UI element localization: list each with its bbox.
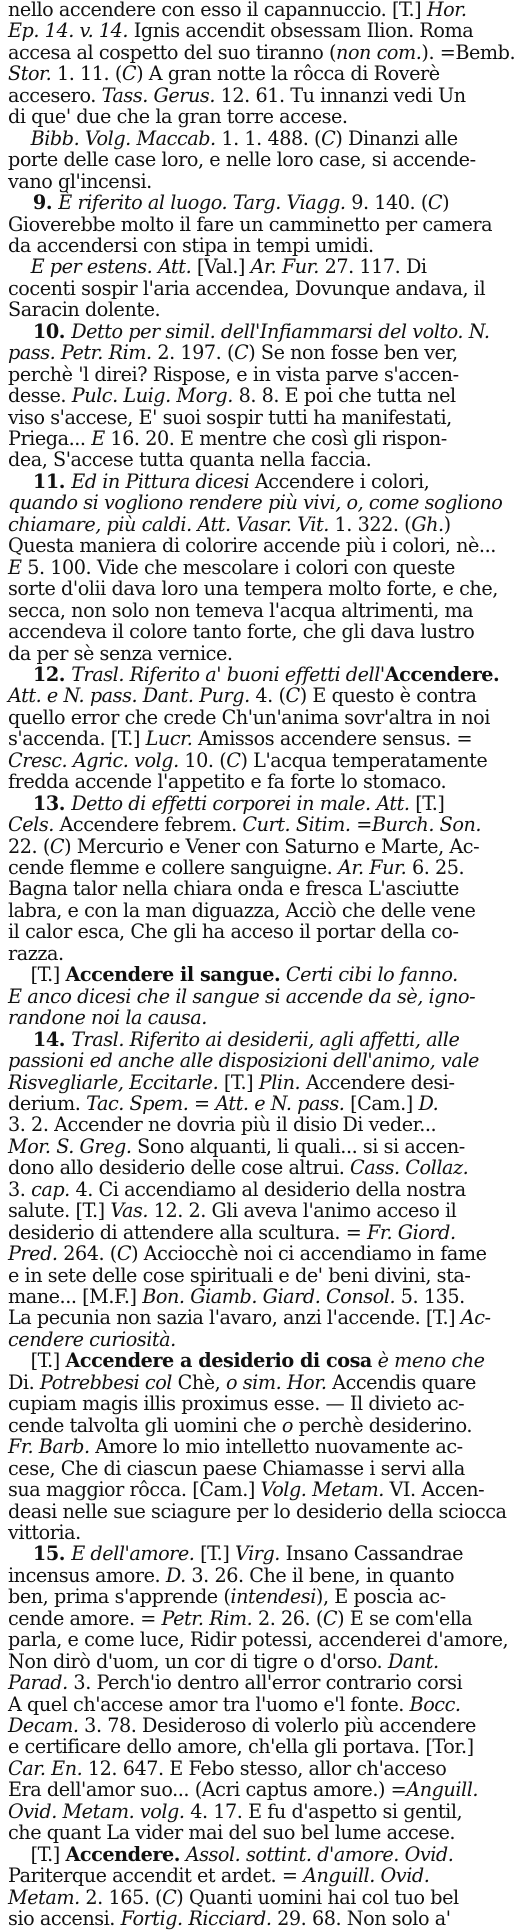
text-run: derium. [8,1091,87,1115]
italic-run: Mor. S. Greg. [8,1134,132,1158]
text-run: Saracin dolente. [8,298,161,322]
text-run: cende amore. = [8,1606,162,1630]
italic-run: Hor. [426,0,467,21]
text-run: 2. 197. ( [151,341,234,365]
text-run: Amissos accendere sensus. = [192,727,473,751]
italic-run: Anguill. [406,1778,479,1802]
italic-run: Ar. Fur. [250,255,319,279]
text-run: 12. 647. E Febo stesso, allor ch'acceso [82,1756,447,1780]
text-run: Sono alquanti, li quali... si si accen- [131,1134,465,1158]
bold-run: 15. [8,1542,72,1566]
italic-run: Ed in Pittura dicesi [71,469,250,493]
italic-run: C [121,62,137,86]
italic-run: C [162,1885,177,1909]
text-run: ) Mercurio e Vener con Saturno e Marte, Ac- [64,834,480,858]
bold-run: Accendere a desiderio di cosa [65,1349,372,1373]
text-run: ) L'acqua temperatamente [240,748,488,772]
text-run: desiderio di attendere alla scultura. = [8,1220,367,1244]
italic-run: Petr. Rim. [161,1606,253,1630]
text-run: accendeva il colore tanto forte, che gli dava lustro [8,620,475,644]
italic-run: Detto per simil. dell'Infiammarsi del volto. N. [71,319,490,343]
text-run: Accendere febrem. [53,813,243,837]
italic-run: E per estens. Att. [8,255,192,279]
text-run: A quel ch'accese amor tra l'uomo e'l fonte. [8,1692,410,1716]
text-run: Insano Cassandrae [279,1542,464,1566]
bold-run: Accendere. [65,1842,181,1866]
text-run: desse. [8,384,72,408]
text-run: accesero. [8,83,102,107]
text-run: fredda accende l'appetito e fa forte lo stomaco. [8,770,447,794]
text-run: s'accenda. [T.] [8,727,146,751]
text-run: 4. 17. E fu d'aspetto si gentil, [184,1799,463,1823]
text-run: [Val.] [191,255,251,279]
italic-run: Att. e N. pass. [215,1091,345,1115]
text-run: Di. [8,1370,40,1394]
text-run: e in sete delle cose spirituali e de' beni divini, sta- [8,1263,471,1287]
text-run: 4. ( [249,684,286,708]
text-run: da per sè senza vernice. [8,641,233,665]
text-run: il calor esca, Che gli ha acceso il portar della co- [8,920,459,944]
italic-run: C [285,684,300,708]
italic-run: Assol. sottint. d'amore. Ovid. [180,1842,454,1866]
text-run: Ignis accendit obsessam Ilion. Roma [128,19,474,43]
text-run: ) [443,512,451,536]
italic-run: Bon. Giamb. Giard. Consol. [142,1285,396,1308]
text-run: ) A gran notte la rôcca di Roverè [136,62,440,86]
text-run: ) E se com'ella [337,1606,473,1630]
text-run: viso s'accese, E' suoi sospir tutti ha manifestati, [8,405,452,429]
text-run: sorte d'olii dava loro una tempera molto forte, e che, [8,577,498,601]
italic-run: Metam. [8,1885,80,1909]
italic-run: quando si vogliono rendere più vivi, o, come sogliono [8,491,503,515]
italic-run: pass. Petr. Rim. [8,341,152,365]
text-run: 9. 140. ( [345,191,428,215]
bold-run: 9. [8,191,59,215]
text-run: Accendis quare [326,1370,476,1394]
text-run: La pecunia non sazia l'avaro, anzi l'accende. [T.] [8,1306,461,1330]
italic-run: E [8,555,22,579]
italic-run: Ac- [460,1306,491,1330]
italic-run: Cresc. Agric. volg. [8,748,179,772]
text-run: deasi nelle sue sciagure per lo desiderio della sciocca [8,1499,507,1523]
text-run: di que' due che la gran torre accese. [8,105,348,129]
text-run: salute. [T.] [8,1199,111,1223]
text-run: incensus amore. [8,1563,166,1587]
italic-run: Fr. Barb. [8,1435,90,1459]
text-run: 3. [8,1177,32,1201]
text-run: Questa maniera di colorire accende più i colori, nè... [8,534,496,558]
italic-run: C [49,834,65,858]
text-run: ). =Bemb. [421,40,515,64]
italic-run: Virg. [235,1542,280,1566]
italic-run: È riferito al luogo. Targ. Viagg. [58,191,346,215]
text-run: ) Quanti uomini hai col tuo bel [176,1885,459,1909]
text-run: e certificare dello amore, ch'ella gli portava. [Tor.] [8,1735,474,1759]
text-run: 3. 26. Che il bene, in quanto [185,1563,455,1587]
text-run: Accendere i colori, [249,469,430,493]
italic-run: D. [418,1091,439,1115]
italic-run: Bibb. Volg. Maccab. [8,126,216,150]
text-run: 3. 78. Desideroso di volerlo più accendere [78,1714,476,1737]
text-run: ) Dinanzi alle [335,126,458,150]
text-run: 2. 165. ( [79,1885,163,1909]
text-run: ) Se non fosse ben ver, [248,341,458,365]
text-run: 12. 61. Tu innanzi vedi Un [214,83,466,107]
italic-run: Tass. Gerus. [101,83,215,107]
text-run: [T.] [218,1070,259,1094]
text-run: mane... [M.F.] [8,1285,143,1308]
text-run: 3. Perch'io dentro all'error contrario corsi [67,1671,463,1695]
italic-run: Att. e N. pass. Dant. Purg. [8,684,250,708]
italic-run: E anco dicesi che il sangue si accende da sè, igno- [8,984,476,1008]
bold-run: Accendere. [384,662,500,686]
bold-run: 14. [8,1027,72,1051]
text-run: dono allo desiderio delle cose altrui. [8,1156,350,1180]
italic-run: Certi cibi lo fanno. [280,963,458,987]
text-run: quello error che crede Ch'un'anima sovr'altra in noi [8,705,490,729]
italic-run: Anguill. Ovid. [303,1864,430,1888]
bold-run: Accendere il sangue. [65,963,281,987]
text-run: cende talvolta gli uomini che [8,1413,282,1437]
text-run: dea, S'accese tutta quanta nella faccia. [8,448,372,472]
text-run: ) Acciocchè noi ci accendiamo in fame [131,1242,487,1266]
italic-run: Pred. [8,1242,58,1266]
italic-run: Ar. Fur. [337,856,407,879]
text-run: 6. 25. [406,856,465,879]
italic-run: Car. En. [8,1756,83,1780]
italic-run: Lucr. [145,727,193,751]
text-run: 264. ( [57,1242,117,1266]
italic-run: Cels. [8,813,54,837]
text-run: 4. Ci accendiamo al desiderio della nostra [69,1177,466,1201]
text-run: vano gl'incensi. [8,169,152,193]
italic-run: Trasl. Riferito a' buoni effetti dell' [71,662,385,686]
text-run: perchè 'l direi? Rispose, e in vista parve s'accen- [8,362,459,386]
italic-run: Bocc. [409,1692,461,1716]
italic-run: E dell'amore. [71,1542,195,1566]
bold-run: 12. [8,662,72,686]
text-run: 5. 100. Vide che mescolare i colori con queste [21,555,455,579]
italic-run: C [116,1242,132,1266]
italic-run: Plin. [258,1070,301,1094]
text-run: 12. 2. Gli aveva l'animo acceso il [148,1199,457,1223]
italic-run: C [321,126,336,150]
italic-run: Vas. [110,1199,149,1223]
text-run: VI. Accen- [383,1478,485,1502]
italic-run: o sim. Hor. [225,1370,327,1394]
bold-run: 11. [8,469,72,493]
text-run: Amore lo mio intelletto nuovamente ac- [89,1435,463,1459]
text-run: Non dirò d'uom, un cor di tigre o d'orso. [8,1649,388,1673]
text-run: parla, e come luce, Ridir potessi, accenderei d'amore, [8,1628,509,1652]
text-run: 27. 117. Di [318,255,427,279]
text-run: ) [442,191,450,215]
text-run: nello accendere con esso il capannuccio. [T.] [8,0,427,21]
italic-run: E [91,427,105,450]
italic-run: o [281,1413,293,1437]
italic-run: è meno che [371,1349,485,1373]
text-run: Accendere desi- [300,1070,455,1094]
text-run: 1. 11. ( [51,62,122,86]
italic-run: Fortig. Ricciard. [120,1907,272,1931]
italic-run: Parad. [8,1671,68,1695]
text-run: cupiam magis illis proximus esse. — Il divieto ac- [8,1392,465,1416]
italic-run: Ep. 14. v. 14. [8,19,129,43]
text-run: da accendersi con stipa in tempi umidi. [8,233,374,257]
text-run: [T.] [8,963,66,987]
italic-run: C [233,341,249,365]
italic-run: Volg. Metam. [260,1478,384,1502]
text-run: Priega... [8,427,92,450]
text-run: Gioverebbe molto il fare un camminetto per camera [8,212,493,236]
italic-run: Pulc. Luig. Morg. [71,384,233,408]
text-run: 8. 8. E poi che tutta nel [232,384,456,408]
text-run: cende flemme e collere sanguigne. [8,856,338,879]
italic-run: chiamare, più caldi. Att. Vasar. Vit. [8,512,329,536]
bold-run: 13. [8,791,72,815]
text-run: [T.] [8,1842,66,1866]
text-run: 2. 26. ( [252,1606,323,1630]
italic-run: Ovid. Metam. volg. [8,1799,185,1823]
italic-run: Burch. Son. [371,813,481,837]
italic-run: Trasl. Riferito ai desiderii, agli affetti, alle [71,1027,460,1051]
text-run: sio accensi. [8,1907,121,1931]
italic-run: Gh. [411,512,444,536]
italic-run: cap. [31,1177,70,1201]
text-run: Pariterque accendit et ardet. = [8,1864,304,1888]
bold-run: 10. [8,319,72,343]
text-line [8,1905,467,1932]
italic-run: C [226,748,241,772]
text-run: cese, Che di ciascun paese Chiamasse i servi alla [8,1456,465,1480]
text-run: 10. ( [178,748,227,772]
italic-run: Decam. [8,1714,79,1737]
text-run: [Cam.] [344,1091,419,1115]
text-run: secca, non solo non temeva l'acqua altrimenti, ma [8,598,474,622]
text-run: ben, prima s'apprende ( [8,1585,231,1609]
text-run: [T.] [409,791,445,815]
text-run: sua maggior rôcca. [Cam.] [8,1478,261,1502]
italic-run: Stor. [8,62,52,86]
text-run: = [350,813,372,837]
text-run: 16. 20. E mentre che così gli rispon- [104,427,447,450]
text-run: [T.] [8,1349,66,1373]
text-run: = [188,1091,216,1115]
text-run: razza. [8,941,64,965]
italic-run: Potrebbesi col [39,1370,172,1394]
text-run: 5. 135. [395,1285,465,1308]
text-run: Bagna talor nella chiara onda e fresca L'asciutte [8,877,459,901]
text-run: 1. 322. ( [328,512,412,536]
italic-run: non com. [336,40,422,64]
text-run: ), E poscia ac- [315,1585,446,1609]
text-run: porte delle case loro, e nelle loro case, si accende- [8,148,476,172]
italic-run: cendere curiosità. [8,1327,176,1351]
italic-run: Risvegliarle, Eccitarle. [8,1070,219,1094]
text-run: che quant La vider mai del suo bel lume accese. [8,1821,456,1845]
italic-run: C [427,191,443,215]
italic-run: Fr. Giord. [366,1220,456,1244]
italic-run: Curt. Sitim. [242,813,351,837]
text-run: vittoria. [8,1520,81,1544]
italic-run: Dant. [387,1649,439,1673]
text-run: Era dell'amor suo... (Acri captus amore.) = [8,1778,407,1802]
text-run: Chè, [171,1370,226,1394]
text-run: ) E questo è contra [299,684,477,708]
italic-run: Tac. Spem. [86,1091,189,1115]
italic-run: intendesi [230,1585,316,1609]
text-run: cocenti sospir l'aria accendea, Dovunque andava, il [8,276,486,300]
text-run: accesa al cospetto del suo tiranno ( [8,40,337,64]
italic-run: Cass. Collaz. [350,1156,469,1180]
italic-run: randone noi la causa. [8,1006,207,1030]
italic-run: passioni ed anche alle disposizioni dell'animo, vale [8,1049,479,1073]
text-run: labra, e con la man diguazza, Acciò che delle vene [8,898,476,922]
text-run: perchè desiderino. [292,1413,473,1437]
italic-run: C [322,1606,338,1630]
italic-run: D. [165,1563,186,1587]
text-run: 1. 1. 488. ( [215,126,322,150]
text-run: 29. 68. Non solo a' [271,1907,451,1931]
text-run: [T.] [194,1542,235,1566]
text-run: 3. 2. Accender ne dovria più il disio Di veder... [8,1113,437,1137]
italic-run: Detto di effetti corporei in male. Att. [71,791,410,815]
text-run: 22. ( [8,834,50,858]
